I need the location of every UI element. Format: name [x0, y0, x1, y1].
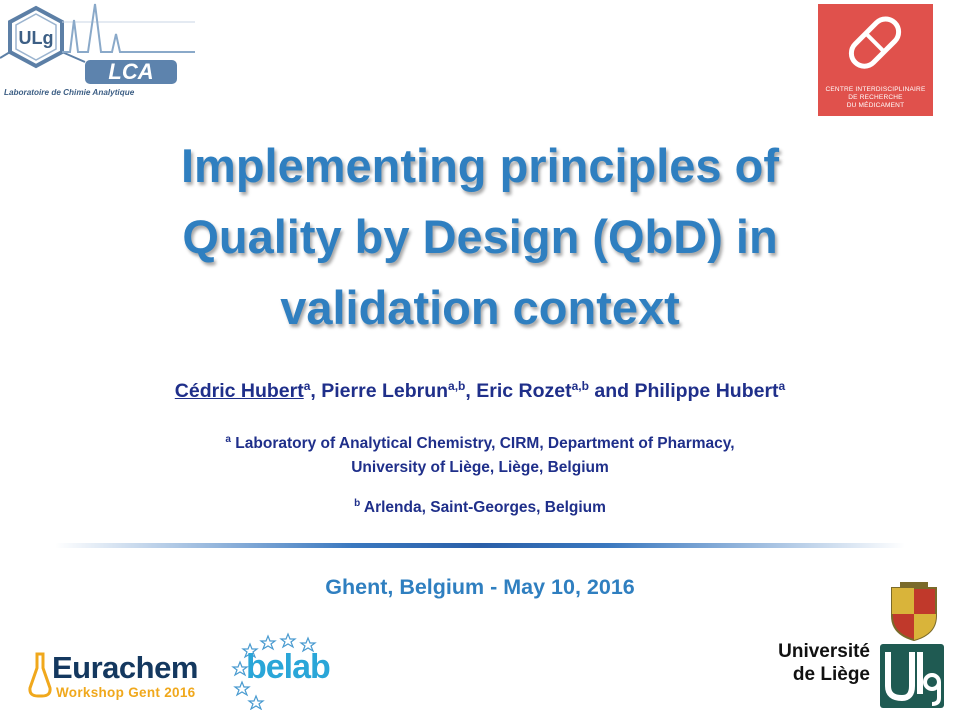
cirm-line-2: DE RECHERCHE	[848, 94, 903, 101]
uliege-crest-icon	[874, 582, 954, 710]
affiliation-a-line-2: University of Liège, Liège, Belgium	[351, 459, 609, 476]
pill-icon	[818, 4, 933, 84]
author-2-name: , Pierre Lebrun	[310, 380, 449, 402]
affiliation-b-marker: b	[354, 498, 361, 509]
affiliation-b-text: Arlenda, Saint-Georges, Belgium	[360, 499, 606, 516]
cirm-line-1: CENTRE INTERDISCIPLINAIRE	[825, 86, 926, 93]
affiliation-a-marker: a	[225, 434, 231, 445]
author-3-name: , Eric Rozet	[465, 380, 572, 402]
lca-logo-graphic	[0, 0, 200, 110]
belab-logo	[228, 630, 348, 710]
venue-date: Ghent, Belgium - May 10, 2016	[325, 575, 635, 599]
author-1-affil: a	[303, 379, 311, 393]
author-2-affil: a,b	[448, 379, 466, 393]
cirm-logo	[818, 4, 933, 116]
lca-subtitle: Laboratoire de Chimie Analytique	[4, 88, 135, 97]
author-4-name: and Philippe Hubert	[588, 380, 779, 402]
flask-icon	[28, 652, 52, 698]
slide-title	[60, 130, 900, 343]
title-line-1: Implementing principles of	[180, 139, 779, 192]
eurachem-name: Eurachem	[52, 650, 198, 685]
belab-name: belab	[246, 648, 330, 686]
title-line-3: validation context	[280, 281, 680, 334]
affiliation-a-text-1: Laboratory of Analytical Chemistry, CIRM, Department of Pharmacy,	[230, 435, 735, 452]
cirm-text	[818, 86, 933, 110]
uliege-line-1: Université	[778, 641, 870, 662]
uliege-line-2: de Liège	[792, 664, 870, 685]
cirm-line-3: DU MÉDICAMENT	[846, 102, 905, 109]
author-4-affil: a	[778, 379, 786, 393]
ulg-small-mark: ULg	[18, 28, 54, 48]
uliege-logo	[770, 582, 955, 712]
eurachem-logo	[28, 650, 228, 704]
title-line-2: Quality by Design (QbD) in	[182, 210, 778, 263]
uliege-text	[770, 640, 870, 686]
author-list	[0, 380, 960, 403]
author-1-name: Cédric Hubert	[174, 380, 304, 402]
author-3-affil: a,b	[571, 379, 589, 393]
lca-mark: LCA	[108, 59, 154, 84]
affiliation-a-line-1	[0, 435, 960, 453]
divider	[55, 543, 905, 548]
eurachem-subtitle: Workshop Gent 2016	[56, 685, 196, 700]
affiliation-b	[0, 499, 960, 517]
lca-logo	[0, 0, 200, 110]
